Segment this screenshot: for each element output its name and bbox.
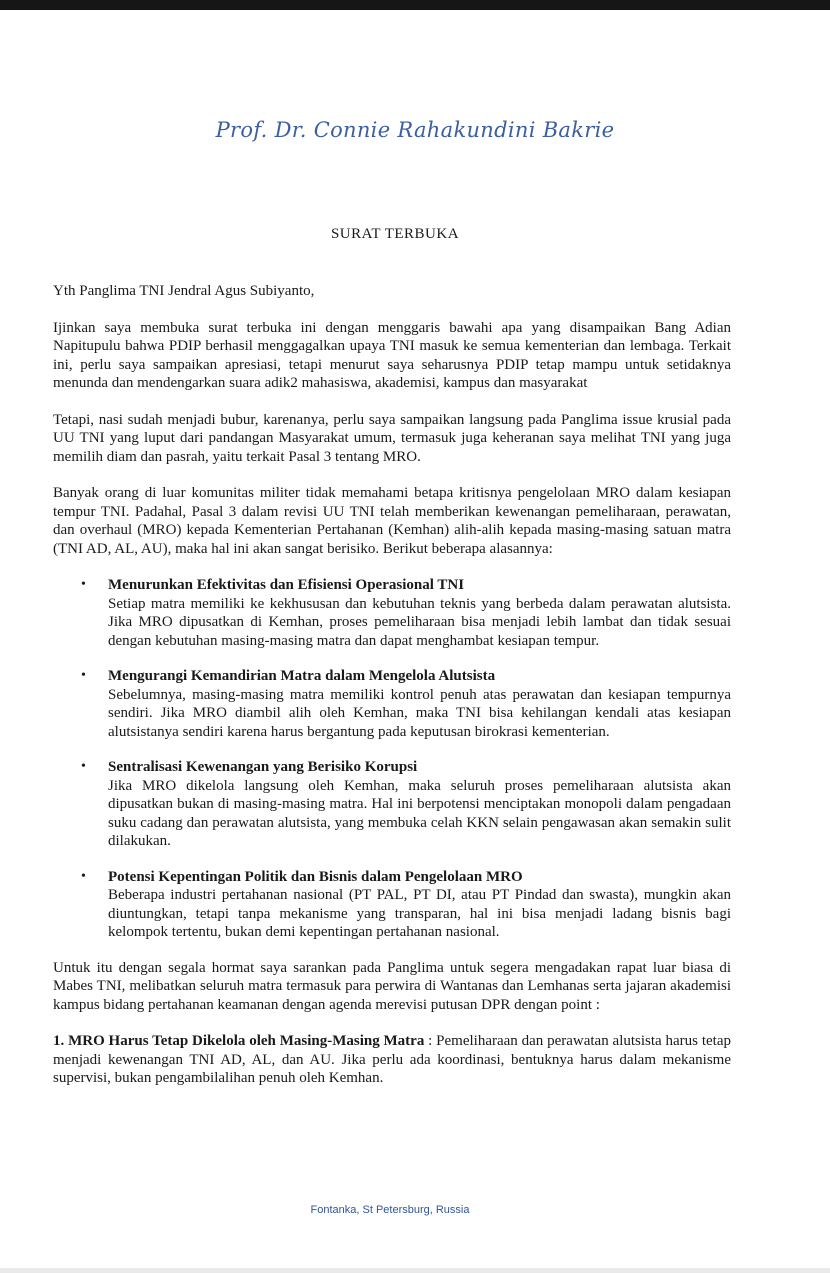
point-heading: Potensi Kepentingan Politik dan Bisnis dalam Pengelolaan MRO	[108, 868, 523, 885]
bullet-icon: •	[81, 668, 86, 683]
point-heading: Mengurangi Kemandirian Matra dalam Mengelola Alutsista	[108, 668, 496, 684]
reasons-list	[53, 576, 731, 942]
paragraph-intro: Ijinkan saya membuka surat terbuka ini dengan menggaris bawahi apa yang disampaikan Bang Adian Napitupulu bahwa PDIP berhasil menggagalkan upaya TNI masuk ke semua kementerian dan lembaga. Terkait ini, perlu saya sampaikan apresiasi, tetapi menurut saya seharusnya PDIP tetap mampu untuk setidaknya menunda dan mendengarkan suara adik2 mahasiswa, akademisi, kampus dan masyarakat	[53, 319, 731, 391]
salutation: Yth Panglima TNI Jendral Agus Subiyanto,	[53, 283, 315, 299]
paragraph-closing: Untuk itu dengan segala hormat saya sarankan pada Panglima untuk segera mengadakan rapat luar biasa di Mabes TNI, melibatkan seluruh matra termasuk para perwira di Wantanas dan Lemhanas serta jajaran akademisi kampus bidang pertahanan keamanan dengan agenda merevisi putusan DPR dengan point :	[53, 959, 731, 1013]
footer-location: Fontanka, St Petersburg, Russia	[310, 1204, 470, 1216]
letter-body	[53, 282, 731, 1106]
list-item	[53, 758, 731, 851]
point-body: Sebelumnya, masing-masing matra memiliki kontrol penuh atas perawatan dan kesiapan tempurnya sendiri. Jika MRO diambil alih oleh Kemhan, maka TNI bisa kehilangan kendali atas kesiapan alutsistanya sendiri karena harus bergantung pada keputusan birokrasi kementerian.	[108, 686, 731, 740]
list-item	[53, 576, 731, 650]
bullet-icon: •	[81, 577, 86, 592]
point-body: Setiap matra memiliki ke kekhususan dan kebutuhan teknis yang berbeda dalam perawatan alutsista. Jika MRO dipusatkan di Kemhan, proses pemeliharaan bisa menjadi lebih lambat dan tidak sesuai dengan kebutuhan masing-masing matra dan dapat menghambat kesiapan tempur.	[108, 595, 731, 649]
bullet-icon: •	[81, 868, 86, 884]
letter-title: SURAT TERBUKA	[330, 226, 460, 242]
list-item	[53, 667, 731, 741]
recommendation-heading: 1. MRO Harus Tetap Dikelola oleh Masing-Masing Matra	[53, 1033, 425, 1049]
paragraph-mro-issue: Tetapi, nasi sudah menjadi bubur, karenanya, perlu saya sampaikan langsung pada Panglima issue krusial pada UU TNI yang luput dari pandangan Masyarakat umum, termasuk juga keheranan saya melihat TNI yang juga memilih diam dan pasrah, yaitu terkait Pasal 3 tentang MRO.	[53, 411, 731, 465]
point-body: Jika MRO dikelola langsung oleh Kemhan, maka seluruh proses pemeliharaan alutsista akan dipusatkan bukan di masing-masing matra. Hal ini berpotensi menciptakan monopoli dalam pengadaan suku cadang dan perawatan alutsista, yang membuka celah KKN selain pengawasan akan semakin sulit dilakukan.	[108, 777, 731, 849]
bottom-edge	[0, 1268, 830, 1273]
point-heading: Menurunkan Efektivitas dan Efisiensi Operasional TNI	[108, 577, 465, 593]
recommendation-point	[53, 1032, 731, 1088]
top-dark-bar	[0, 0, 830, 10]
letterhead-name: Prof. Dr. Connie Rahakundini Bakrie	[215, 118, 615, 142]
point-body: Beberapa industri pertahanan nasional (PT PAL, PT DI, atau PT Pindad dan swasta), mungkin akan diuntungkan, tetapi tanpa mekanisme yang transparan, hal ini bisa menjadi ladang bisnis bagi kelompok tertentu, bukan demi kepentingan pertahanan nasional.	[108, 887, 731, 940]
point-heading: Sentralisasi Kewenangan yang Berisiko Korupsi	[108, 759, 418, 775]
bullet-icon: •	[81, 759, 86, 774]
paragraph-mro-context: Banyak orang di luar komunitas militer tidak memahami betapa kritisnya pengelolaan MRO dalam kesiapan tempur TNI. Padahal, Pasal 3 dalam revisi UU TNI telah memberikan kewenangan pemeliharaan, perawatan, dan overhaul (MRO) kepada Kementerian Pertahanan (Kemhan) alih-alih kepada masing-masing satuan matra (TNI AD, AL, AU), maka hal ini akan sangat berisiko. Berikut beberapa alasannya:	[53, 485, 731, 557]
list-item	[53, 868, 731, 942]
recommendation-body: : Pemeliharaan dan perawatan alutsista harus tetap menjadi kewenangan TNI AD, AL, dan AU. Jika perlu ada koordinasi, bentuknya harus dalam mekanisme supervisi, bukan pengambilalihan penuh oleh Kemhan.	[53, 1033, 731, 1086]
